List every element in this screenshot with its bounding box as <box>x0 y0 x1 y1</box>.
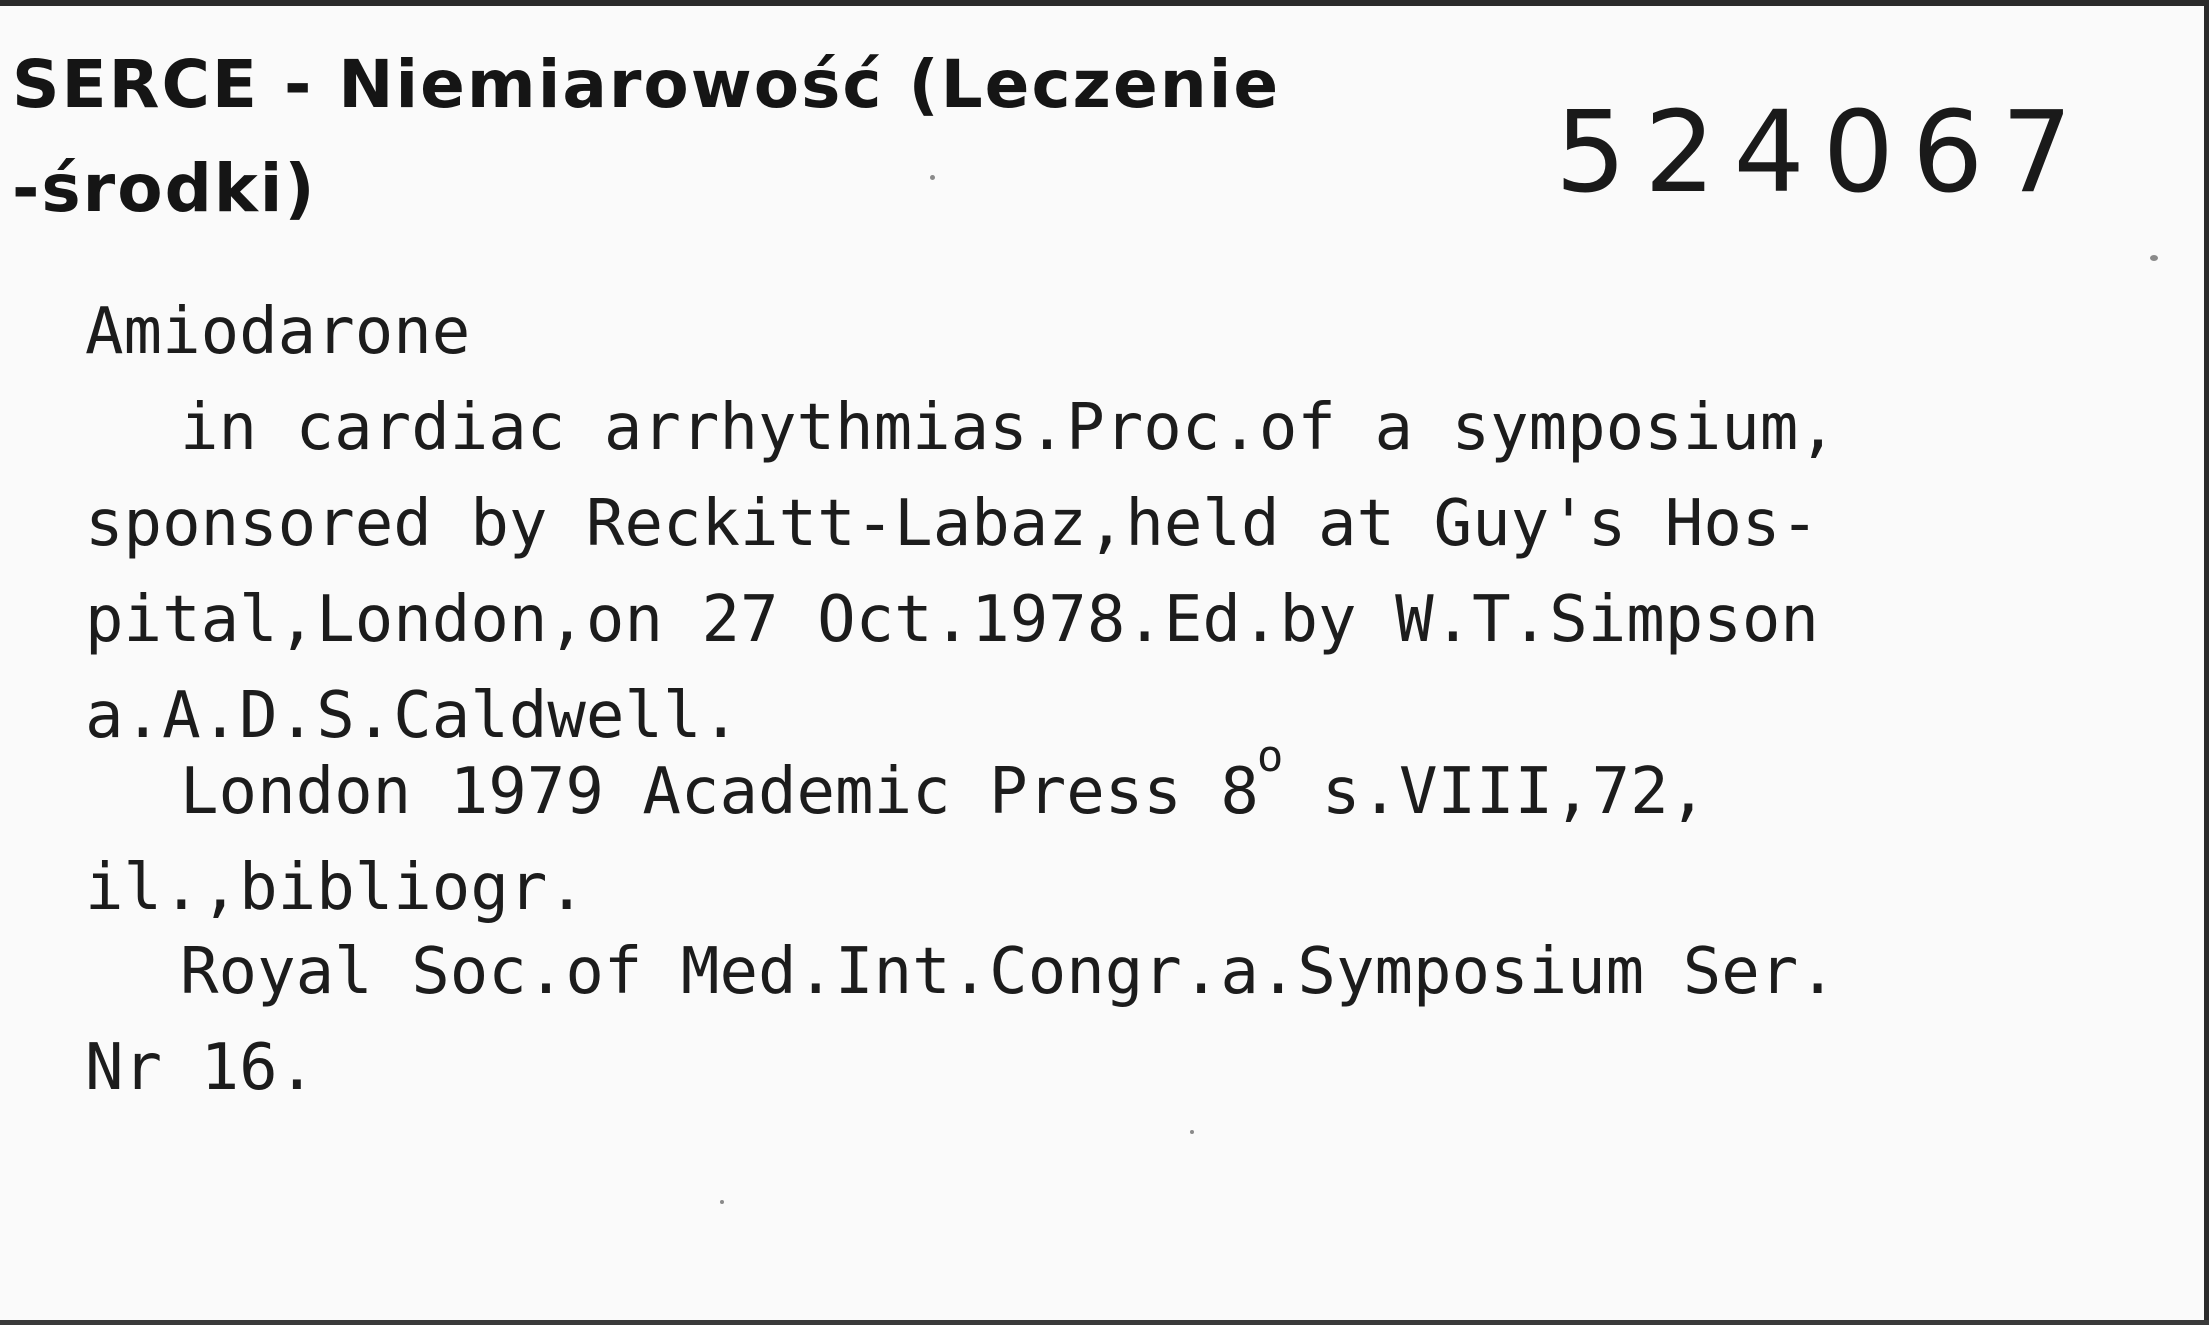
format-degree-mark: o <box>1256 731 1284 782</box>
entry-line-3: sponsored by Reckitt-Labaz,held at Guy's Hos- <box>85 487 1819 561</box>
call-number: 524067 <box>1555 88 2091 218</box>
paper-speck <box>720 1200 724 1204</box>
entry-line-2: in cardiac arrhythmias.Proc.of a symposium, <box>180 391 1837 465</box>
paper-speck <box>2150 255 2158 261</box>
subject-heading-line-1: SERCE - Niemiarowość (Leczenie <box>12 46 1281 123</box>
imprint-text: London 1979 Academic Press 8 <box>180 755 1259 829</box>
paper-speck <box>930 175 935 180</box>
paper-speck <box>1190 1130 1194 1134</box>
entry-line-7: il.,bibliogr. <box>85 851 586 925</box>
entry-line-4: pital,London,on 27 Oct.1978.Ed.by W.T.Simpson <box>85 583 1819 657</box>
entry-title: Amiodarone <box>85 295 471 369</box>
card-top-edge <box>0 0 2209 6</box>
subject-heading-line-2: -środki) <box>12 150 317 227</box>
card-bottom-edge <box>0 1320 2209 1325</box>
entry-series-line: Royal Soc.of Med.Int.Congr.a.Symposium Ser. <box>180 935 1837 1009</box>
entry-imprint-line <box>180 731 1708 829</box>
entry-line-5: a.A.D.S.Caldwell. <box>85 679 741 753</box>
entry-series-number: Nr 16. <box>85 1031 317 1105</box>
pagination-text: s.VIII,72, <box>1283 755 1708 829</box>
card-right-edge <box>2204 0 2209 1325</box>
